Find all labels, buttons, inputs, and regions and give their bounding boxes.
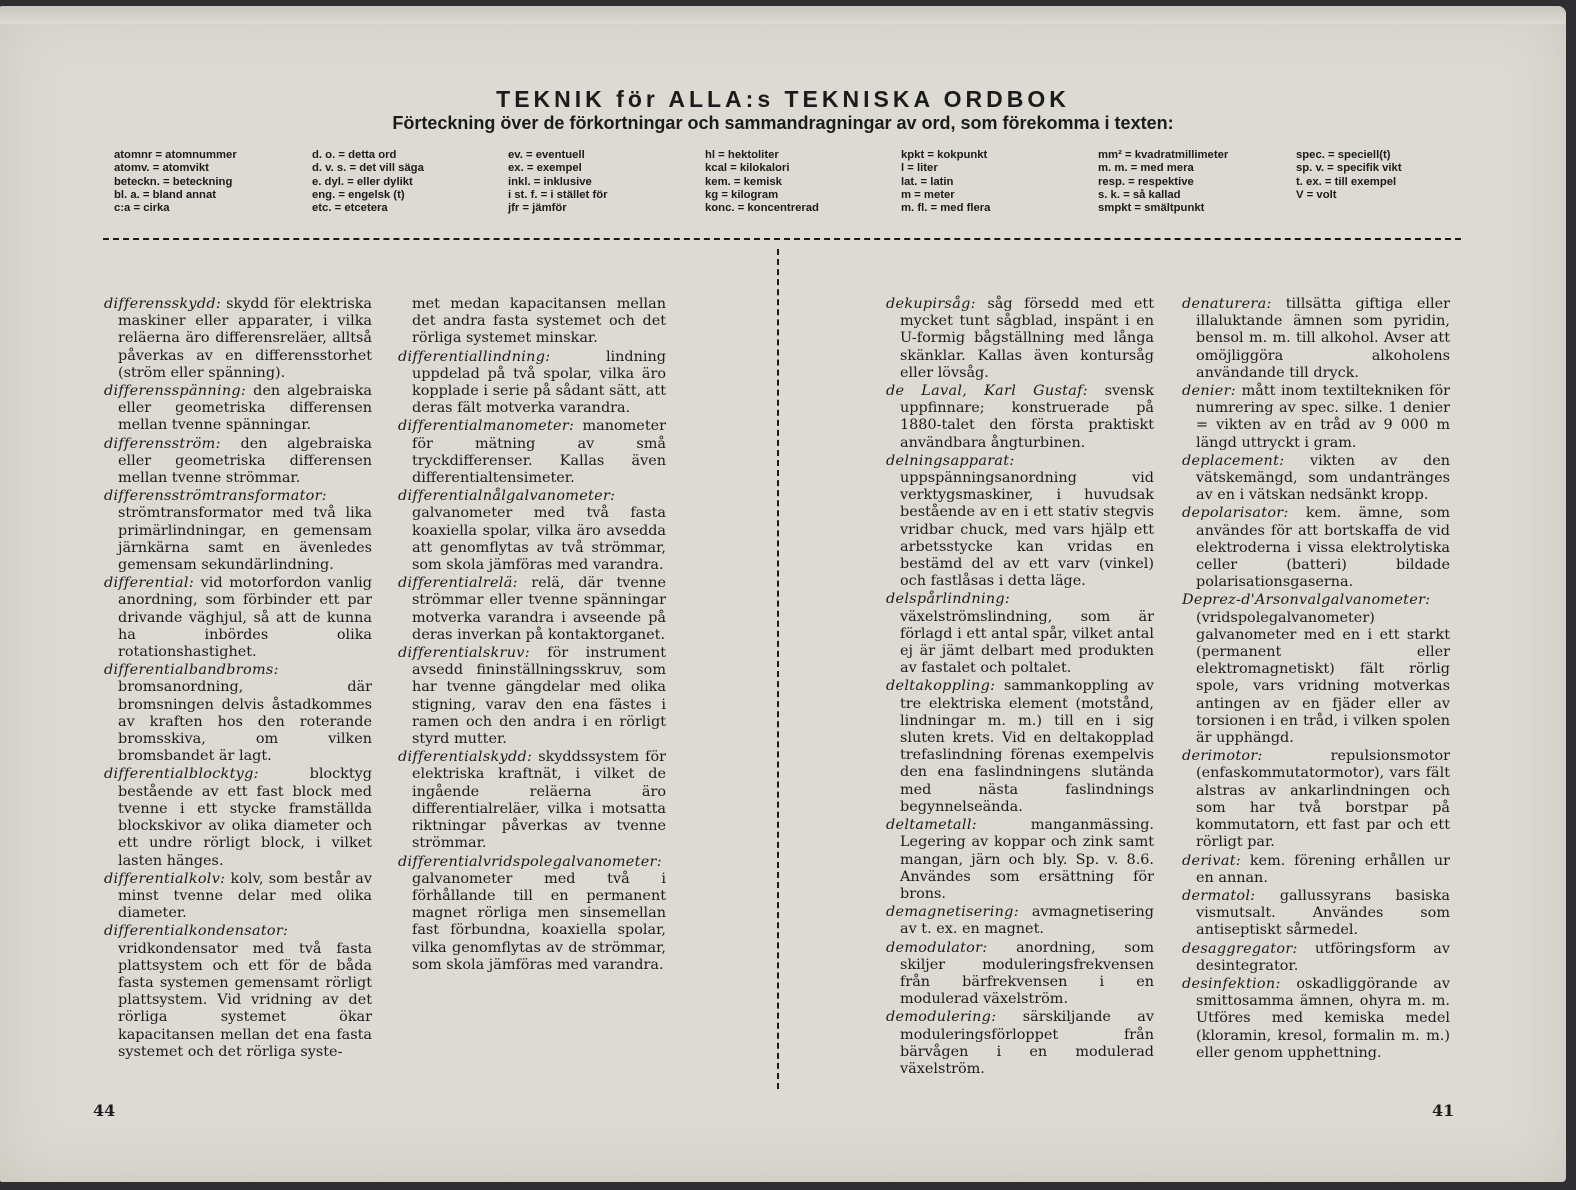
entry-definition: såg försedd med ett mycket tunt sågblad, inspänt i en U-formig bågställning med långa skänklar. Kallas även kontursåg eller lövsåg. [900,296,1154,381]
dictionary-entry [398,296,666,348]
entry-term: differensskydd: [104,296,222,312]
abbreviation-item: kg = kilogram [705,188,779,201]
abbreviation-item: d. o. = detta ord [312,149,397,161]
dictionary-entry [1182,453,1450,505]
abbreviation-item: d. v. s. = det vill säga [312,162,424,175]
entry-definition: mått inom textiltekniken för numrering av spec. silke. 1 denier = vikten av en tråd av 9 000 m längd uttryckt i gram. [1196,383,1450,451]
dictionary-entry [1182,976,1450,1062]
abbreviation-item: jfr = jämför [508,202,567,215]
entry-definition: sammankoppling av tre elektriska element (motstånd, lindningar m. m.) till en i sig sluten krets. Vid en deltakopplad trefaslindning förenas exempelvis den ena faslindningens slutända med nästa faslindnings begynnelseända. [900,678,1154,815]
entry-definition: blocktyg bestående av ett fast block med tvenne i ett stycke framställda blockskivor av olika diameter och ett undre rörligt block, i vilket lasten hänges. [118,766,372,869]
dictionary-entry [104,383,372,435]
entry-term: dekupirsåg: [886,296,976,312]
abbreviation-item: atomnr = atomnummer [114,149,237,161]
page-number-left: 44 [93,1101,116,1120]
entry-term: differensströmtransformator: [104,488,327,505]
entry-term: deltakoppling: [886,678,996,695]
dictionary-entry [1182,505,1450,591]
entry-definition: den algebraiska eller geometriska differensen mellan tvenne strömmar. [118,435,372,487]
entry-term: differensström: [104,435,221,452]
entry-definition: svensk uppfinnare; konstruerade på 1880-talet den första praktiskt användbara ångturbinen. [900,383,1154,451]
abbreviation-item: kem. = kemisk [705,175,782,188]
entry-term: depolarisator: [1182,505,1289,522]
page-number-right: 41 [1432,1101,1455,1120]
abbreviation-column [508,149,608,215]
entry-definition: gallussyrans basiska vismutsalt. Användes som antiseptiskt sårmedel. [1196,887,1450,939]
dictionary-title: TEKNIK för ALLA:s TEKNISKA ORDBOK [496,86,1070,112]
entry-definition: oskadliggörande av smittosamma ämnen, ohyra m. m. Utföres med kemiska medel (kloramin, kresol, formalin m. m.) eller genom upphettning. [1196,975,1451,1061]
entry-term: differentialbandbroms: [104,662,279,679]
entry-definition: växelströmslindning, som är förlagd i ett antal spår, vilket antal ej är jämt delbart med produkten av fastalet och poltalet. [900,608,1154,677]
entry-term: differentialskruv: [398,645,530,662]
dictionary-entry [104,575,372,661]
dictionary-entry [886,453,1154,591]
entry-definition: särskiljande av moduleringsförloppet från bärvågen i en modulerad växelström. [900,1009,1154,1077]
dictionary-column [1182,296,1450,1063]
abbreviation-item: resp. = respektive [1098,175,1194,188]
abbreviation-item: s. k. = så kallad [1098,188,1181,201]
abbreviation-item: ev. = eventuell [508,149,585,161]
abbreviation-item: eng. = engelsk (t) [312,188,405,201]
dictionary-entry [104,923,372,1061]
abbreviation-item: l = liter [901,162,938,175]
abbreviation-column [1296,149,1402,202]
abbreviation-item: t. ex. = till exempel [1296,175,1397,188]
entry-term: differentialvridspolegalvanometer: [398,853,662,870]
abbreviation-item: beteckn. = beteckning [114,175,233,188]
dictionary-entry [398,645,666,748]
dictionary-entry [398,749,666,852]
dictionary-entry [886,678,1154,816]
dictionary-entry [398,349,666,418]
entry-definition: utföringsform av desintegrator. [1196,940,1451,974]
entry-definition: kem. ämne, som användes för att bortskaffa de vid elektroderna i vissa elektrolytiska celler (batteri) bildade polarisationsgaserna. [1196,505,1450,591]
entry-term: Deprez-d'Arsonvalgalvanometer: [1182,592,1431,609]
entry-term: dermatol: [1182,887,1256,904]
entry-definition: galvanometer med två fasta koaxiella spolar, vilka äro avsedda att genomflytas av två strömmar, som skola jämföras med varandra. [412,505,666,574]
abbreviation-item: spec. = speciell(t) [1296,149,1391,161]
abbreviation-item: m. m. = med mera [1098,162,1194,175]
abbreviation-item: V = volt [1296,188,1337,201]
entry-term: demodulator: [886,939,988,956]
entry-definition: met medan kapacitansen mellan det andra fasta systemet och det rörliga systemet minskar. [412,296,666,347]
dictionary-entry [398,575,666,644]
abbreviation-item: smpkt = smältpunkt [1098,202,1205,215]
entry-term: differentialskydd: [398,749,533,766]
dashed-divider [103,238,1461,240]
abbreviation-item: kcal = kilokalori [705,162,790,175]
dictionary-column [398,296,666,975]
entry-definition: vridkondensator med två fasta plattsystem och ett för de båda fasta systemen gemensamt rörligt plattsystem. Vid vridning av det rörliga systemet ökar kapacitansen mellan det ena fasta systemet och det rörliga syste- [118,940,372,1060]
entry-definition: (vridspolegalvanometer) galvanometer med en i ett starkt (permanent eller elektromagnetiskt) fält rörlig spole, vars vridning motverkas antingen av en fjäder eller av torsionen i en tråd, i vilken spolen är upphängd. [1196,609,1450,747]
abbreviation-item: ex. = exempel [508,162,582,175]
dictionary-entry [398,418,666,487]
dictionary-entry [1182,748,1450,851]
entry-term: deplacement: [1182,452,1285,469]
dictionary-entry [104,436,372,488]
dictionary-entry [886,591,1154,677]
abbreviation-item: konc. = koncentrerad [705,202,819,215]
dictionary-entry [104,488,372,574]
entry-term: differentialnålgalvanometer: [398,488,616,505]
abbreviation-item: hl = hektoliter [705,149,779,161]
abbreviation-column [114,149,237,215]
abbreviation-column [1098,149,1228,215]
entry-term: differentialmanometer: [398,418,575,435]
entry-term: differentialrelä: [398,575,518,592]
entry-definition: repulsionsmotor (enfaskommutatormotor), vars fält alstras av ankarlindningen och som har två borstpar på kommutatorn, ett fast par och ett rörligt par. [1196,748,1450,851]
entry-term: differentiallindning: [398,348,551,365]
dictionary-entry [104,766,372,869]
dictionary-entry [1182,888,1450,940]
abbreviation-item: m. fl. = med flera [901,202,991,215]
entry-definition: manganmässing. Legering av koppar och zink samt mangan, järn och bly. Sp. v. 8.6. Användes som ersättning för brons. [900,817,1154,902]
dictionary-entry [1182,941,1450,975]
abbreviation-item: c:a = cirka [114,202,170,215]
dictionary-column [886,296,1154,1079]
dictionary-entry [1182,853,1450,887]
dictionary-entry [398,488,666,574]
entry-definition: vid motorfordon vanlig anordning, som förbinder ett par drivande väghjul, så att de kunna ha inbördes olika rotationshastighet. [118,575,373,661]
entry-definition: anordning, som skiljer moduleringsfrekvensen från bärfrekvensen i en modulerad växelström. [900,939,1154,1008]
abbreviation-column [705,149,819,215]
abbreviation-column [312,149,424,215]
abbreviations-heading: Förteckning över de förkortningar och sammandragningar av ord, som förekomma i texten: [392,113,1174,133]
dictionary-entry [104,662,372,765]
entry-definition: för instrument avsedd fininställningsskruv, som har tvenne gängdelar med olika stigning, varav den ena fästes i ramen och den andra i en rörligt styrd mutter. [412,645,666,748]
entry-definition: bromsanordning, där bromsningen delvis åstadkommes av kraften hos den roterande bromsskiva, om vilken bromsbandet är lagt. [118,679,372,765]
entry-definition: tillsätta giftiga eller illaluktande ämnen som pyridin, bensol m. m. till alkohol. Avser att omöjliggöra alkoholens användande till dryck. [1196,296,1450,381]
abbreviation-item: atomv. = atomvikt [114,162,209,175]
entry-definition: lindning uppdelad på två spolar, vilka äro kopplade i serie på sådant sätt, att deras fält motverka varandra. [412,348,666,417]
entry-definition: galvanometer med två i förhållande till en permanent magnet rörliga men sinsemellan fast förbundna, koaxiella spolar, vilka genomflytas av de strömmar, som skola jämföras med varandra. [412,870,666,973]
abbreviation-item: bl. a. = bland annat [114,188,217,201]
entry-term: de Laval, Karl Gustaf: [886,383,1088,400]
entry-term: derivat: [1182,852,1241,869]
dictionary-entry [886,383,1154,452]
dictionary-entry [886,817,1154,903]
entry-term: delningsapparat: [886,452,1015,469]
page-fold [0,6,1566,24]
dictionary-entry [886,904,1154,938]
entry-definition: avmagnetisering av t. ex. en magnet. [900,904,1154,938]
entry-definition: strömtransformator med två lika primärlindningar, en gemensam järnkärna samt en ävenledes gemensam sekundärlindning. [118,505,372,574]
entry-term: derimotor: [1182,748,1263,765]
entry-term: demodulering: [886,1009,997,1026]
entry-term: differentialkondensator: [104,923,289,940]
entry-definition: relä, där tvenne strömmar eller tvenne spänningar motverka varandra i avseende på deras inverkan på kontaktorganet. [412,575,666,643]
dictionary-entry [886,1009,1154,1078]
entry-term: differentialkolv: [104,870,226,887]
entry-term: demagnetisering: [886,904,1019,921]
entry-definition: uppspänningsanordning vid verktygsmaskiner, i huvudsak bestående av en i ett stativ stegvis vridbar chuck, med vars hjälp ett arbetsstycke kan vridas en bestämd del av ett varv (vinkel) och fastlåsas i detta läge. [900,470,1154,590]
abbreviation-item: etc. = etcetera [312,202,388,215]
dictionary-entry [1182,592,1450,747]
entry-term: differensspänning: [104,383,247,400]
abbreviation-item: e. dyl. = eller dylikt [312,175,413,188]
entry-term: desaggregator: [1182,940,1298,957]
center-divider [777,249,779,1089]
entry-definition: vikten av den vätskemängd, som undantränges av en i vätskan nedsänkt kropp. [1196,452,1451,504]
abbreviation-item: m = meter [901,188,955,201]
abbreviation-item: kpkt = kokpunkt [901,149,988,161]
dictionary-column [104,296,372,1062]
entry-definition: manometer för mätning av små tryckdifferenser. Kallas även differentialtensimeter. [412,418,666,487]
abbreviation-item: mm² = kvadratmillimeter [1098,149,1229,161]
entry-term: deltametall: [886,817,977,834]
entry-term: denier: [1182,383,1236,400]
dictionary-entry [1182,296,1450,382]
entry-term: differential: [104,575,194,592]
entry-definition: kem. förening erhållen ur en annan. [1196,852,1451,886]
abbreviation-item: sp. v. = specifik vikt [1296,162,1402,175]
abbreviation-item: i st. f. = i stället för [508,188,608,201]
entry-definition: skydd för elektriska maskiner eller apparater, i vilka reläerna äro differensreläer, alltså påverkas av en differensstorhet (ström eller spänning). [118,296,373,381]
entry-term: denaturera: [1182,296,1272,312]
dictionary-entry [1182,383,1450,452]
entry-definition: skyddssystem för elektriska kraftnät, i vilket de ingående reläerna äro differentialreläer, vilka i motsatta riktningar påverkas av tvenne strömmar. [412,749,666,852]
entry-term: differentialblocktyg: [104,766,259,783]
entry-term: delspårlindning: [886,591,1011,608]
abbreviation-item: lat. = latin [901,175,954,188]
abbreviation-item: inkl. = inklusive [508,175,592,188]
dictionary-entry [104,296,372,382]
book-spread [0,6,1566,1182]
dictionary-entry [104,871,372,923]
dictionary-entry [398,854,666,974]
entry-definition: den algebraiska eller geometriska differensen mellan tvenne spänningar. [118,383,372,434]
abbreviation-column [901,149,990,215]
entry-definition: kolv, som består av minst tvenne delar med olika diameter. [118,870,372,922]
dictionary-entry [886,296,1154,382]
dictionary-entry [886,940,1154,1009]
entry-term: desinfektion: [1182,975,1281,992]
